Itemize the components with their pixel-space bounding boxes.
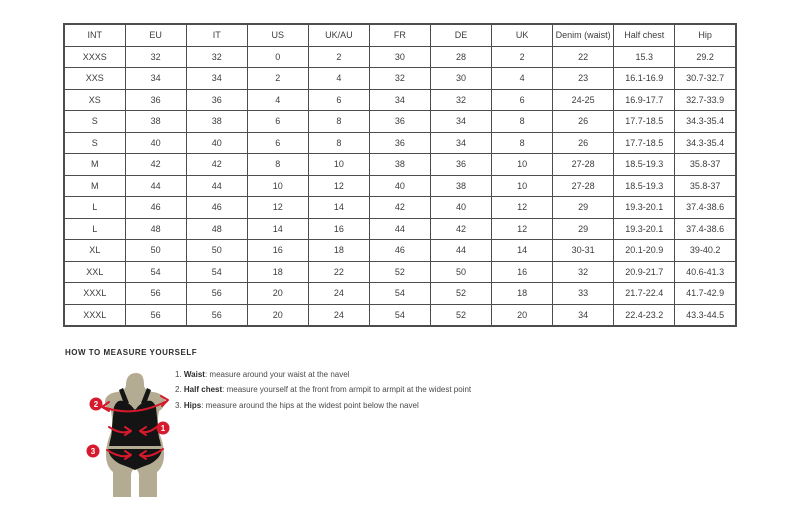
column-header: IT — [186, 24, 247, 46]
hips-badge-number: 3 — [90, 447, 96, 456]
table-cell: 38 — [369, 154, 430, 176]
table-cell: 10 — [247, 175, 308, 197]
instruction-text: : measure around the hips at the widest point below the navel — [201, 400, 419, 410]
table-cell: 19.3-20.1 — [614, 218, 675, 240]
table-cell: 36 — [186, 89, 247, 111]
instruction-number: 3. — [175, 400, 184, 410]
table-cell: 41.7-42.9 — [675, 283, 736, 305]
table-cell: 30 — [369, 46, 430, 68]
size-chart-header — [64, 24, 736, 46]
header-row — [64, 24, 736, 46]
table-row — [64, 218, 736, 240]
table-row — [64, 240, 736, 262]
table-cell: 54 — [186, 261, 247, 283]
table-cell: 0 — [247, 46, 308, 68]
table-cell: 44 — [430, 240, 491, 262]
table-cell: 15.3 — [614, 46, 675, 68]
table-cell: 18 — [492, 283, 553, 305]
table-cell: 36 — [369, 132, 430, 154]
column-header: US — [247, 24, 308, 46]
table-cell: 12 — [247, 197, 308, 219]
table-cell: 16 — [247, 240, 308, 262]
table-cell: 20 — [247, 283, 308, 305]
table-cell: 34 — [430, 132, 491, 154]
measure-instruction — [175, 369, 471, 384]
table-cell: 12 — [492, 218, 553, 240]
table-cell: 37.4-38.6 — [675, 218, 736, 240]
table-cell: 4 — [492, 68, 553, 90]
column-header: UK — [492, 24, 553, 46]
table-cell: 14 — [492, 240, 553, 262]
table-cell: 27-28 — [553, 175, 614, 197]
table-cell: 46 — [369, 240, 430, 262]
table-cell: XXXL — [64, 283, 125, 305]
table-cell: 56 — [186, 304, 247, 326]
table-cell: 42 — [369, 197, 430, 219]
table-cell: 48 — [125, 218, 186, 240]
table-cell: XXL — [64, 261, 125, 283]
table-cell: 22 — [308, 261, 369, 283]
table-cell: 36 — [430, 154, 491, 176]
table-cell: 50 — [125, 240, 186, 262]
table-cell: 18.5-19.3 — [614, 175, 675, 197]
table-cell: 46 — [186, 197, 247, 219]
table-cell: 40 — [430, 197, 491, 219]
table-cell: 36 — [369, 111, 430, 133]
table-cell: 29.2 — [675, 46, 736, 68]
table-cell: 18 — [308, 240, 369, 262]
instruction-number: 1. — [175, 370, 184, 379]
column-header: FR — [369, 24, 430, 46]
table-cell: 12 — [308, 175, 369, 197]
column-header: EU — [125, 24, 186, 46]
table-cell: XXXS — [64, 46, 125, 68]
table-cell: 34.3-35.4 — [675, 132, 736, 154]
table-row — [64, 46, 736, 68]
table-cell: 32 — [186, 46, 247, 68]
table-cell: 16.9-17.7 — [614, 89, 675, 111]
table-cell: 24-25 — [553, 89, 614, 111]
table-cell: 8 — [492, 132, 553, 154]
table-cell: 34 — [430, 111, 491, 133]
table-row — [64, 111, 736, 133]
table-cell: 16 — [492, 261, 553, 283]
table-cell: 32.7-33.9 — [675, 89, 736, 111]
table-cell: 19.3-20.1 — [614, 197, 675, 219]
instruction-label: Waist — [183, 370, 205, 379]
table-cell: S — [64, 132, 125, 154]
table-cell: 34.3-35.4 — [675, 111, 736, 133]
table-cell: 35.8-37 — [675, 175, 736, 197]
table-cell: 14 — [308, 197, 369, 219]
table-cell: 28 — [430, 46, 491, 68]
table-cell: 20.1-20.9 — [614, 240, 675, 262]
column-header: DE — [430, 24, 491, 46]
table-cell: 8 — [308, 111, 369, 133]
table-cell: 34 — [369, 89, 430, 111]
table-cell: L — [64, 197, 125, 219]
table-cell: 44 — [186, 175, 247, 197]
column-header: Hip — [675, 24, 736, 46]
table-cell: 34 — [125, 68, 186, 90]
table-row — [64, 68, 736, 90]
column-header: UK/AU — [308, 24, 369, 46]
table-cell: 52 — [430, 283, 491, 305]
table-cell: 12 — [492, 197, 553, 219]
size-chart-table — [63, 23, 737, 327]
table-cell: 6 — [308, 89, 369, 111]
table-row — [64, 197, 736, 219]
table-cell: 20 — [492, 304, 553, 326]
table-cell: 8 — [247, 154, 308, 176]
table-cell: XS — [64, 89, 125, 111]
instruction-label: Half chest — [183, 385, 223, 395]
table-cell: 18 — [247, 261, 308, 283]
table-cell: 44 — [369, 218, 430, 240]
table-cell: 42 — [186, 154, 247, 176]
table-cell: 35.8-37 — [675, 154, 736, 176]
table-cell: XXS — [64, 68, 125, 90]
measure-instructions-list — [175, 369, 471, 415]
table-row — [64, 304, 736, 326]
table-cell: 10 — [308, 154, 369, 176]
table-cell: 24 — [308, 304, 369, 326]
measure-section-heading: HOW TO MEASURE YOURSELF — [65, 348, 198, 357]
table-cell: 17.7-18.5 — [614, 111, 675, 133]
table-cell: 40 — [186, 132, 247, 154]
table-cell: 37.4-38.6 — [675, 197, 736, 219]
table-cell: M — [64, 175, 125, 197]
table-cell: XXXL — [64, 304, 125, 326]
table-cell: 50 — [186, 240, 247, 262]
table-cell: 38 — [186, 111, 247, 133]
table-cell: 39-40.2 — [675, 240, 736, 262]
table-cell: 56 — [125, 304, 186, 326]
table-cell: 36 — [125, 89, 186, 111]
instruction-number: 2. — [175, 385, 184, 395]
table-cell: 23 — [553, 68, 614, 90]
table-cell: 14 — [247, 218, 308, 240]
table-cell: 56 — [125, 283, 186, 305]
table-cell: 20 — [247, 304, 308, 326]
table-row — [64, 175, 736, 197]
table-cell: 44 — [125, 175, 186, 197]
table-cell: 18.5-19.3 — [614, 154, 675, 176]
table-cell: 52 — [430, 304, 491, 326]
table-cell: 52 — [369, 261, 430, 283]
table-cell: 56 — [186, 283, 247, 305]
table-cell: 16 — [308, 218, 369, 240]
table-cell: 8 — [308, 132, 369, 154]
size-chart-body — [64, 46, 736, 326]
table-cell: 48 — [186, 218, 247, 240]
table-cell: 6 — [247, 111, 308, 133]
column-header: Denim (waist) — [553, 24, 614, 46]
instruction-text: : measure around your waist at the navel — [204, 370, 350, 379]
half-chest-badge-number: 2 — [93, 400, 99, 409]
table-cell: 43.3-44.5 — [675, 304, 736, 326]
instruction-label: Hips — [183, 400, 202, 410]
table-cell: 2 — [247, 68, 308, 90]
waist-badge-number: 1 — [160, 424, 166, 433]
table-cell: 22 — [553, 46, 614, 68]
table-row — [64, 283, 736, 305]
table-cell: 21.7-22.4 — [614, 283, 675, 305]
table-cell: 6 — [492, 89, 553, 111]
table-cell: 16.1-16.9 — [614, 68, 675, 90]
table-cell: 27-28 — [553, 154, 614, 176]
table-cell: 20.9-21.7 — [614, 261, 675, 283]
table-cell: 4 — [247, 89, 308, 111]
measurement-figure-illustration — [84, 371, 186, 499]
table-cell: 42 — [125, 154, 186, 176]
mannequin-figure-icon — [84, 371, 186, 499]
table-cell: 10 — [492, 154, 553, 176]
table-cell: 34 — [186, 68, 247, 90]
table-cell: 32 — [430, 89, 491, 111]
table-cell: 4 — [308, 68, 369, 90]
table-row — [64, 261, 736, 283]
instruction-text: : measure yourself at the front from armpit to armpit at the widest point — [222, 385, 472, 395]
table-cell: 42 — [430, 218, 491, 240]
table-cell: 2 — [492, 46, 553, 68]
table-cell: XL — [64, 240, 125, 262]
column-header: Half chest — [614, 24, 675, 46]
table-cell: 26 — [553, 132, 614, 154]
table-cell: 50 — [430, 261, 491, 283]
table-row — [64, 89, 736, 111]
table-row — [64, 154, 736, 176]
table-cell: 24 — [308, 283, 369, 305]
table-cell: 40.6-41.3 — [675, 261, 736, 283]
table-cell: 34 — [553, 304, 614, 326]
table-cell: 32 — [125, 46, 186, 68]
table-cell: L — [64, 218, 125, 240]
table-cell: 10 — [492, 175, 553, 197]
table-cell: 30-31 — [553, 240, 614, 262]
table-cell: 30.7-32.7 — [675, 68, 736, 90]
table-cell: 54 — [369, 304, 430, 326]
table-cell: 38 — [430, 175, 491, 197]
table-cell: 29 — [553, 218, 614, 240]
table-cell: 29 — [553, 197, 614, 219]
table-cell: 38 — [125, 111, 186, 133]
table-cell: 32 — [369, 68, 430, 90]
table-cell: 40 — [125, 132, 186, 154]
table-cell: 26 — [553, 111, 614, 133]
measure-instruction — [175, 400, 471, 415]
table-cell: 6 — [247, 132, 308, 154]
column-header: INT — [64, 24, 125, 46]
table-cell: 54 — [369, 283, 430, 305]
table-cell: 22.4-23.2 — [614, 304, 675, 326]
table-cell: 32 — [553, 261, 614, 283]
table-cell: S — [64, 111, 125, 133]
table-cell: 8 — [492, 111, 553, 133]
table-row — [64, 132, 736, 154]
table-cell: 46 — [125, 197, 186, 219]
table-cell: 17.7-18.5 — [614, 132, 675, 154]
measure-instruction — [175, 384, 471, 399]
table-cell: 40 — [369, 175, 430, 197]
table-cell: 33 — [553, 283, 614, 305]
table-cell: 2 — [308, 46, 369, 68]
table-cell: M — [64, 154, 125, 176]
table-cell: 54 — [125, 261, 186, 283]
table-cell: 30 — [430, 68, 491, 90]
